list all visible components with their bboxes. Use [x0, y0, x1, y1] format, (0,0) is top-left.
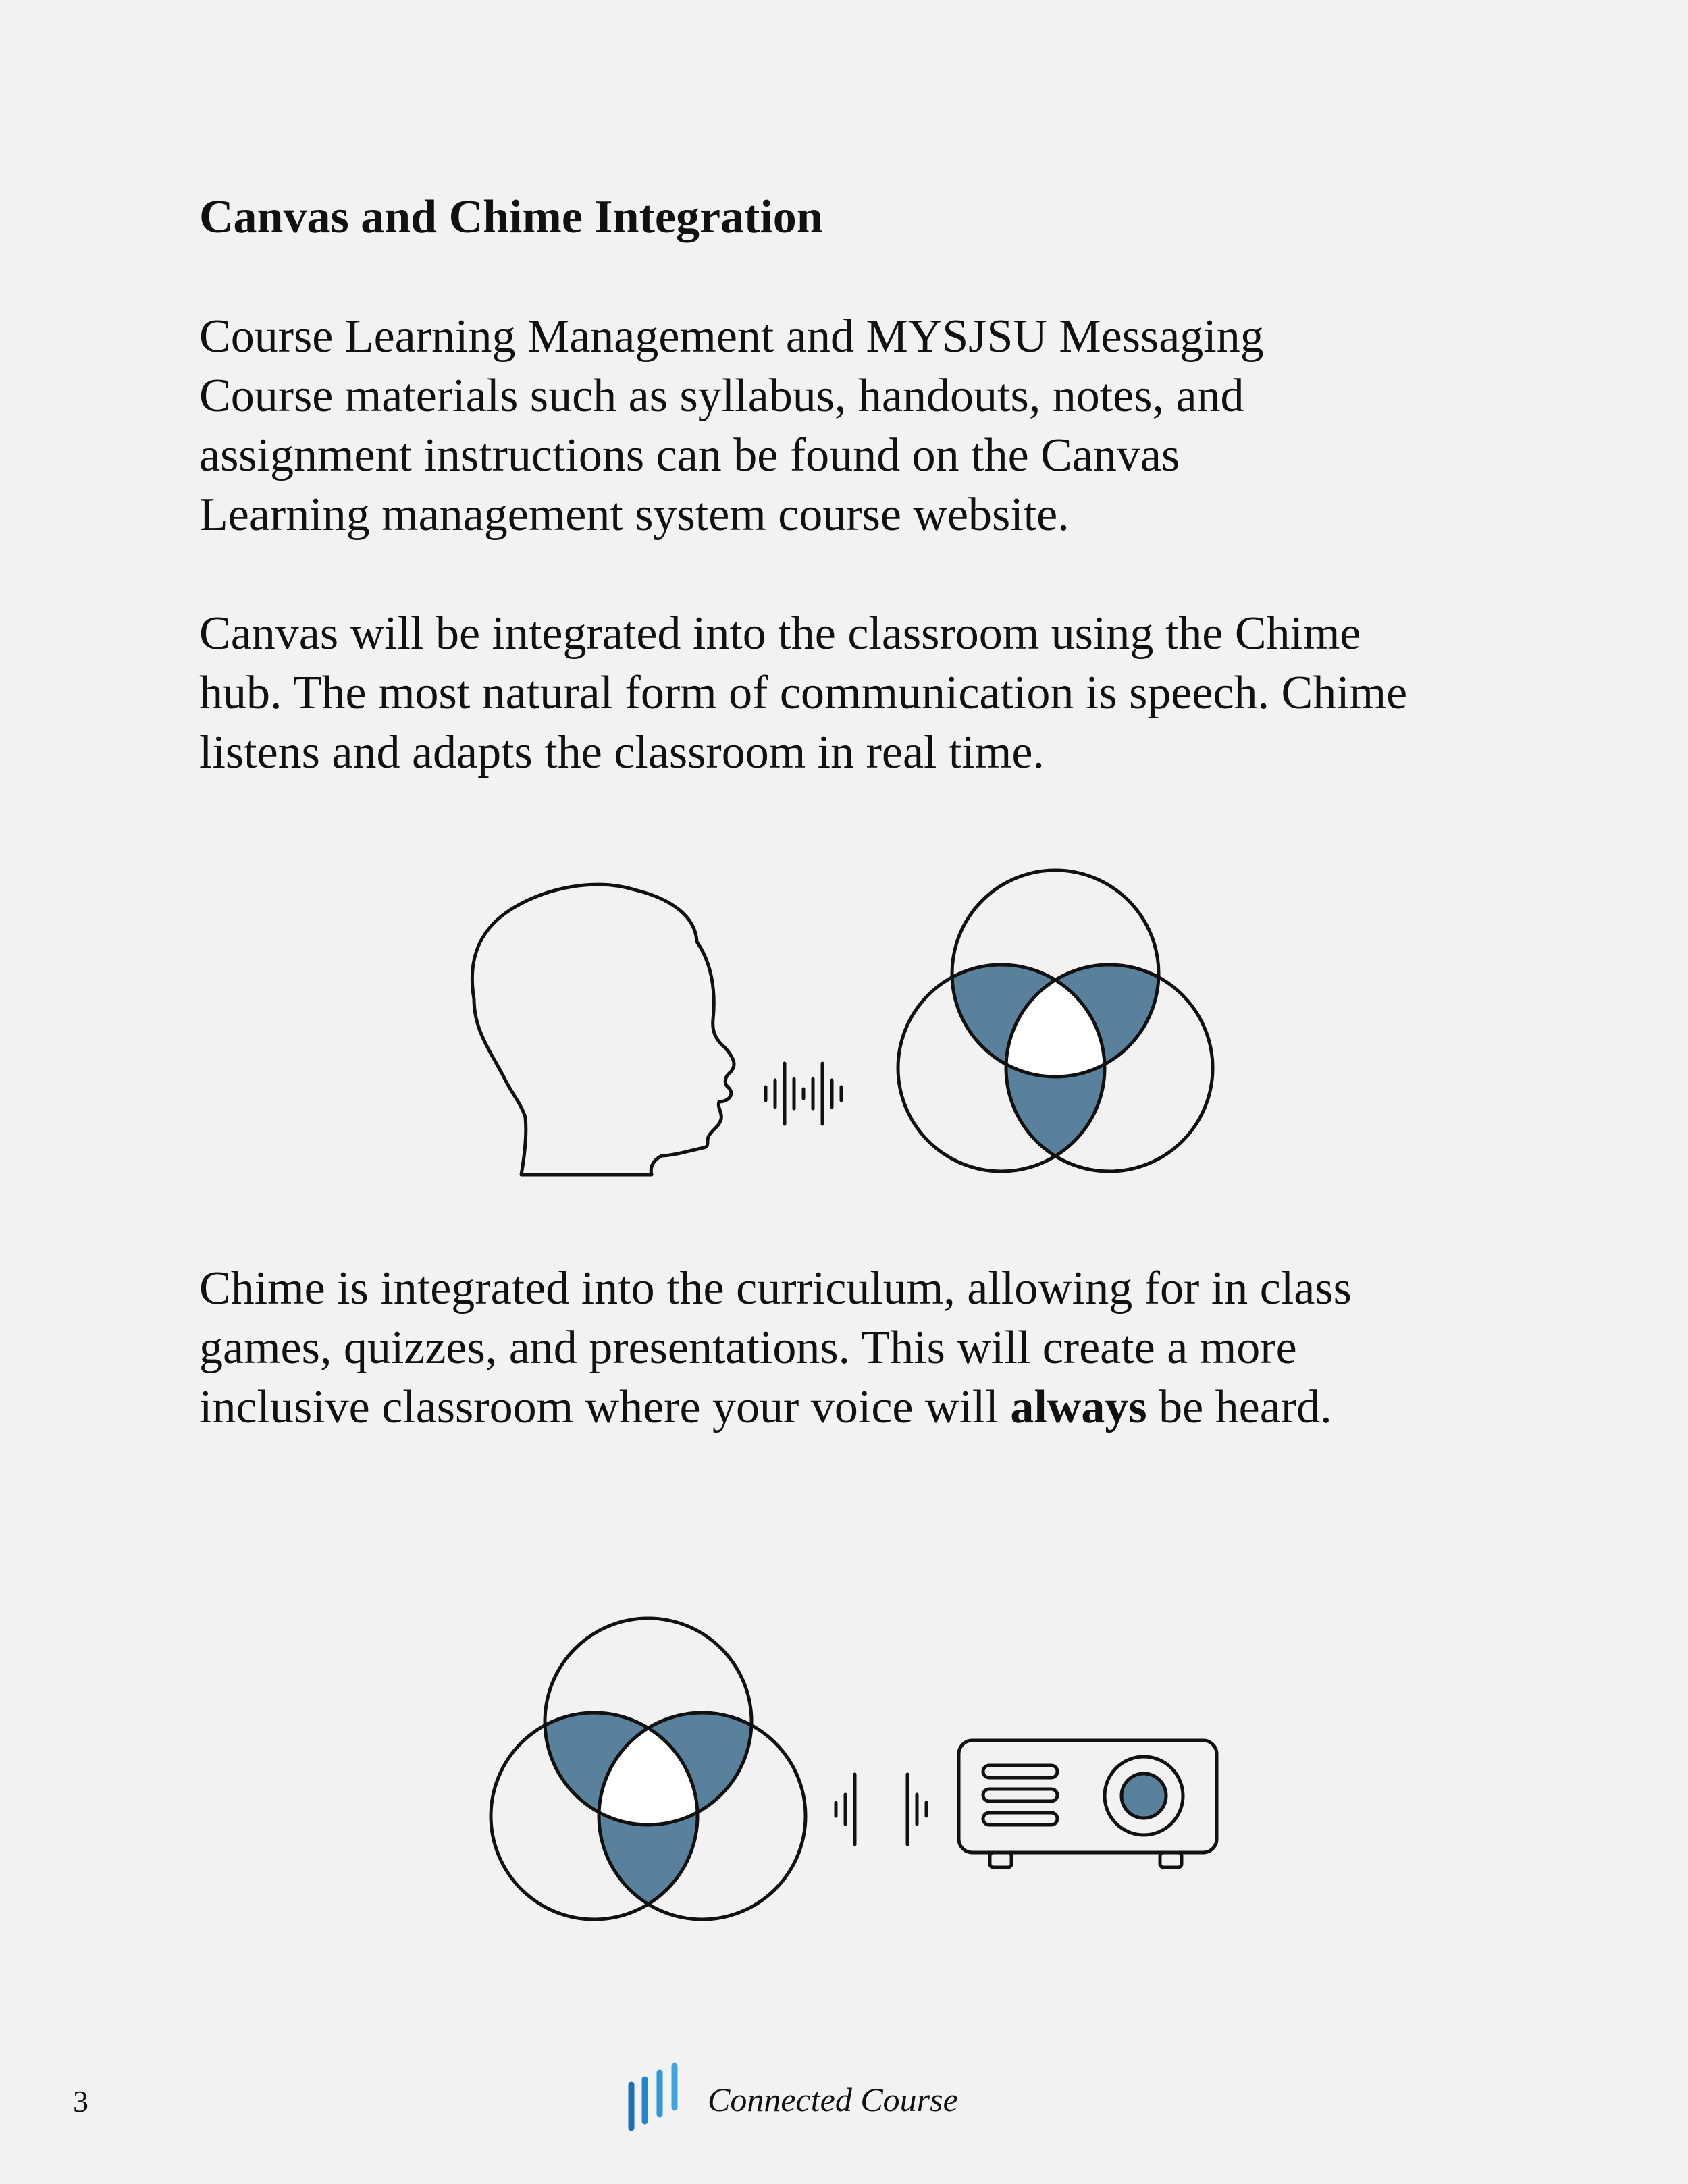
paragraph-line: Course materials such as syllabus, handouts, notes, and: [199, 370, 1244, 422]
head-silhouette-icon: [472, 884, 734, 1175]
projector-icon: [959, 1740, 1217, 1867]
paragraph-line: assignment instructions can be found on the Canvas: [199, 429, 1180, 481]
paragraph-line: Chime is integrated into the curriculum, allowing for in class: [199, 1262, 1352, 1314]
paragraph-line: [199, 1378, 1352, 1437]
speech-to-chime-illustration: [466, 864, 1229, 1181]
chime-venn-logo-icon: [491, 1618, 806, 1919]
emphasis-always: always: [1010, 1381, 1147, 1433]
paragraph-text: inclusive classroom where your voice will: [199, 1381, 1011, 1433]
chime-to-projector-illustration: [486, 1614, 1229, 1931]
footer-brand: Connected Course: [708, 2081, 958, 2119]
paragraph-line: Course Learning Management and MYSJSU Messaging: [199, 311, 1264, 363]
paragraph-line: listens and adapts the classroom in real time.: [199, 726, 1045, 778]
sound-wave-icon: [836, 1774, 926, 1844]
paragraph-canvas-materials: [199, 307, 1264, 545]
chime-venn-logo-icon: [898, 870, 1213, 1171]
page-heading: Canvas and Chime Integration: [199, 191, 823, 243]
page-number: 3: [73, 2084, 88, 2119]
paragraph-line: hub. The most natural form of communication is speech. Chime: [199, 667, 1408, 719]
paragraph-curriculum: [199, 1259, 1352, 1437]
connected-course-logo-icon: [625, 2059, 685, 2133]
paragraph-line: Canvas will be integrated into the classroom using the Chime: [199, 608, 1361, 660]
paragraph-line: games, quizzes, and presentations. This will create a more: [199, 1322, 1297, 1374]
paragraph-text: be heard.: [1146, 1381, 1332, 1433]
paragraph-chime-hub: [199, 604, 1407, 782]
sound-wave-icon: [766, 1063, 841, 1124]
paragraph-line: Learning management system course website.: [199, 489, 1070, 541]
